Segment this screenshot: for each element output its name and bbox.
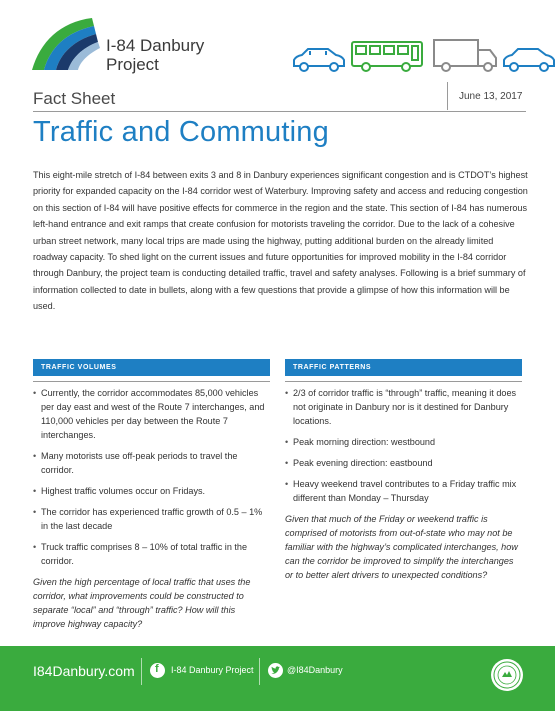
list-item: • Highest traffic volumes occur on Fridays. bbox=[33, 484, 270, 498]
list-item: • Truck traffic comprises 8 – 10% of total traffic in the corridor. bbox=[33, 540, 270, 568]
car-icon bbox=[504, 49, 554, 71]
traffic-patterns-question: Given that much of the Friday or weekend traffic is comprised of motorists from out-of-state who may not be familiar with the highway’s complicated interchanges, how can the corridor be improved to simplify the interchanges or to better alert drivers to unexpected conditions? bbox=[285, 514, 518, 580]
traffic-patterns-section bbox=[285, 359, 522, 582]
traffic-volumes-section bbox=[33, 359, 270, 631]
facebook-link[interactable]: I-84 Danbury Project bbox=[171, 665, 254, 675]
project-name-line2: Project bbox=[106, 55, 159, 74]
page-title: Traffic and Commuting bbox=[33, 116, 329, 148]
facebook-icon[interactable]: f bbox=[150, 663, 165, 678]
logo-road-swoosh-icon bbox=[30, 12, 102, 74]
list-item: • Heavy weekend travel contributes to a Friday traffic mix different than Monday – Thursday bbox=[285, 477, 522, 505]
section-divider bbox=[33, 381, 270, 382]
date-divider bbox=[447, 82, 448, 110]
project-name bbox=[106, 36, 204, 74]
website-link[interactable]: I84Danbury.com bbox=[33, 663, 135, 679]
project-name-line1: I-84 Danbury bbox=[106, 36, 205, 55]
section-divider bbox=[285, 381, 522, 382]
footer bbox=[0, 646, 555, 711]
traffic-patterns-list bbox=[285, 386, 522, 505]
list-item: • 2/3 of corridor traffic is “through” traffic, meaning it does not originate in Danbury nor is it destined for Danbury locations. bbox=[285, 386, 522, 428]
intro-paragraph: This eight-mile stretch of I-84 between exits 3 and 8 in Danbury experiences significant congestion and is CTDOT’s highest priority for expanded capacity on the I-84 corridor west of Waterbury. Improving safety and access and reducing congestion on this section of I-84 will have positive effects for commerce in the region and the state. This section of I-84 has numerous left-hand entrance and exit ramps that create confusion for motorists traveling the corridor. Due to the lack of a cohesive urban street network, many local trips are made using the highway, putting additional burden on the already limited roadway capacity. To shed light on the current issues and future opportunities for improved mobility in the I-84 corridor through Danbury, the project team is conducting detailed traffic, travel and safety analyses. Following is a brief summary of information collected to date in bullets, along with a few questions that provide a glimpse of how this information will be used. bbox=[33, 170, 528, 312]
traffic-volumes-heading: TRAFFIC VOLUMES bbox=[33, 359, 270, 376]
footer-divider bbox=[141, 658, 142, 685]
list-item: • The corridor has experienced traffic growth of 0.5 – 1% in the last decade bbox=[33, 505, 270, 533]
ctdot-seal-icon bbox=[490, 658, 524, 692]
list-item: • Peak morning direction: westbound bbox=[285, 435, 522, 449]
traffic-patterns-heading: TRAFFIC PATTERNS bbox=[285, 359, 522, 376]
footer-divider bbox=[259, 658, 260, 685]
twitter-icon[interactable] bbox=[268, 663, 283, 678]
traffic-volumes-list bbox=[33, 386, 270, 568]
vehicles-illustration bbox=[290, 38, 555, 78]
bus-icon bbox=[352, 42, 422, 71]
truck-icon bbox=[434, 40, 496, 71]
twitter-link[interactable]: @I84Danbury bbox=[287, 665, 343, 675]
doc-type-label: Fact Sheet bbox=[33, 89, 116, 108]
list-item: • Currently, the corridor accommodates 85,000 vehicles per day east and west of the Route 7 interchanges, and 110,000 vehicles per day between the Route 7 interchanges. bbox=[33, 386, 270, 442]
list-item: • Peak evening direction: eastbound bbox=[285, 456, 522, 470]
traffic-volumes-question: Given the high percentage of local traffic that uses the corridor, what improvements could be constructed to separate “local” and “through” traffic? How will this improve highway capacity? bbox=[33, 577, 251, 629]
publish-date: June 13, 2017 bbox=[459, 91, 523, 102]
header bbox=[0, 0, 555, 85]
list-item: • Many motorists use off-peak periods to travel the corridor. bbox=[33, 449, 270, 477]
car-icon bbox=[294, 49, 344, 71]
header-divider bbox=[33, 111, 526, 112]
